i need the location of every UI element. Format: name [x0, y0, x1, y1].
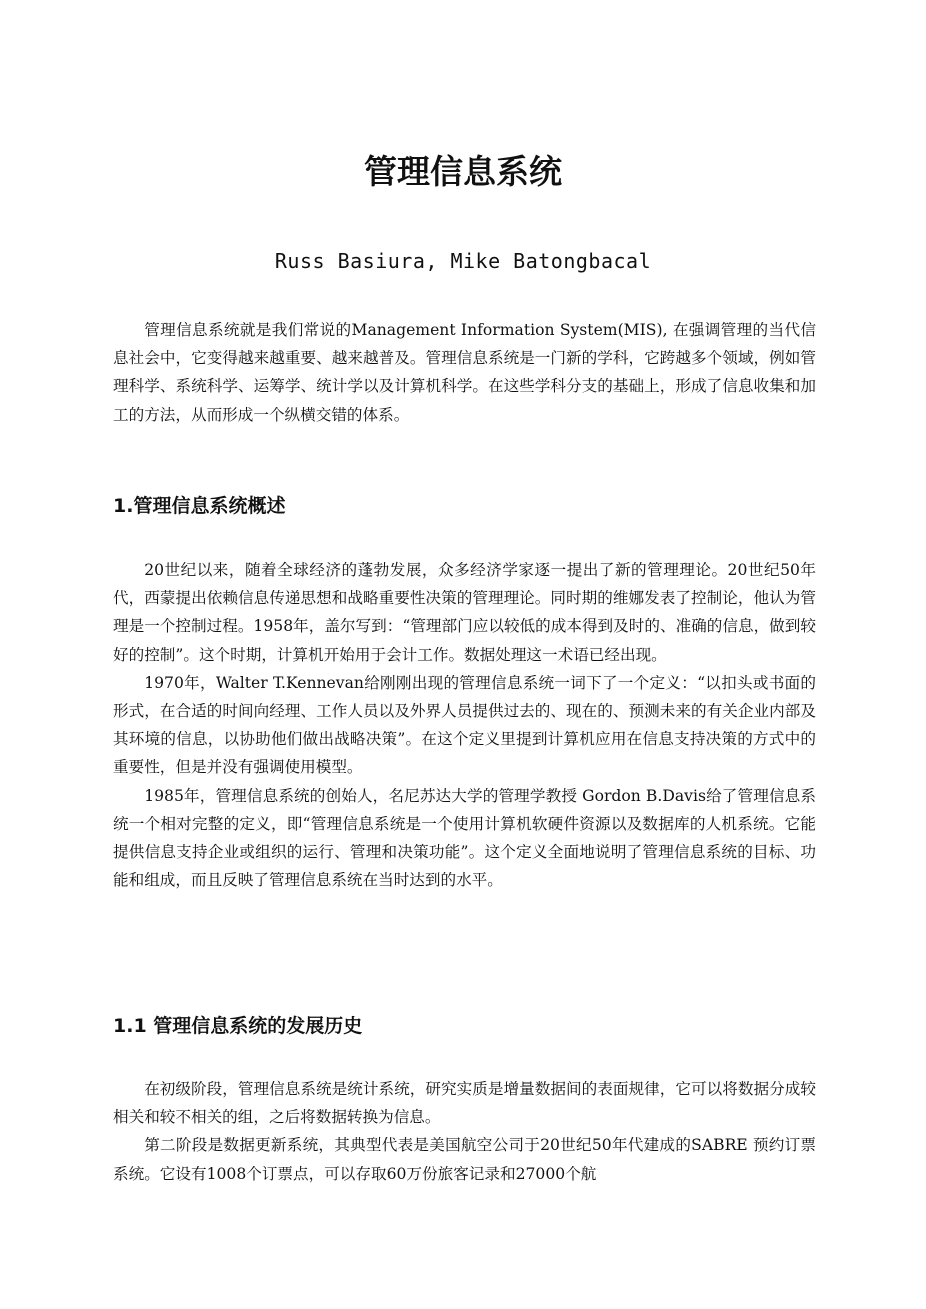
- intro-paragraph: 管理信息系统就是我们常说的Management Information System(MIS), 在强调管理的当代信息社会中，它变得越来越重要、越来越普及。管理信息系统是一门新的学科，它跨越多个领域，例如管理科学、系统科学、运筹学、统计学以及计算机科学。在这些学科分支的基础上，形成了信息收集和加工的方法，从而形成一个纵横交错的体系。: [113, 321, 816, 424]
- subsection-body: [113, 1075, 816, 1188]
- body-paragraph: 1985年，管理信息系统的创始人，名尼苏达大学的管理学教授 Gordon B.Davis给了管理信息系统一个相对完整的定义，即“管理信息系统是一个使用计算机软硬件资源以及数据库的人机系统。它能提供信息支持企业或组织的运行、管理和决策功能”。这个定义全面地说明了管理信息系统的目标、功能和组成，而且反映了管理信息系统在当时达到的水平。: [113, 786, 816, 890]
- body-paragraph: 第二阶段是数据更新系统，其典型代表是美国航空公司于20世纪50年代建成的SABRE 预约订票系统。它设有1008个订票点，可以存取60万份旅客记录和27000个航: [113, 1136, 816, 1183]
- body-paragraph: 1970年，Walter T.Kennevan给刚刚出现的管理信息系统一词下了一个定义：“以扣头或书面的形式，在合适的时间向经理、工作人员以及外界人员提供过去的、现在的、预测未来的有关企业内部及其环境的信息，以协助他们做出战略决策”。在这个定义里提到计算机应用在信息支持决策的方式中的重要性，但是并没有强调使用模型。: [113, 673, 816, 777]
- body-paragraph: 20世纪以来，随着全球经济的蓬勃发展，众多经济学家逐一提出了新的管理理论。20世纪50年代，西蒙提出依赖信息传递思想和战略重要性决策的管理理论。同时期的维娜发表了控制论，他认为管理是一个控制过程。1958年，盖尔写到：“管理部门应以较低的成本得到及时的、准确的信息，做到较好的控制”。这个时期，计算机开始用于会计工作。数据处理这一术语已经出现。: [113, 561, 816, 664]
- section-body: [113, 556, 816, 894]
- document-authors: Russ Basiura, Mike Batongbacal: [274, 249, 652, 273]
- subsection-heading: 1.1 管理信息系统的发展历史: [113, 1015, 363, 1037]
- intro-section: [113, 316, 816, 429]
- body-paragraph: 在初级阶段，管理信息系统是统计系统，研究实质是增量数据间的表面规律，它可以将数据分成较相关和较不相关的组，之后将数据转换为信息。: [113, 1080, 816, 1127]
- section-heading: 1.管理信息系统概述: [113, 495, 286, 517]
- document-title: 管理信息系统: [364, 152, 562, 191]
